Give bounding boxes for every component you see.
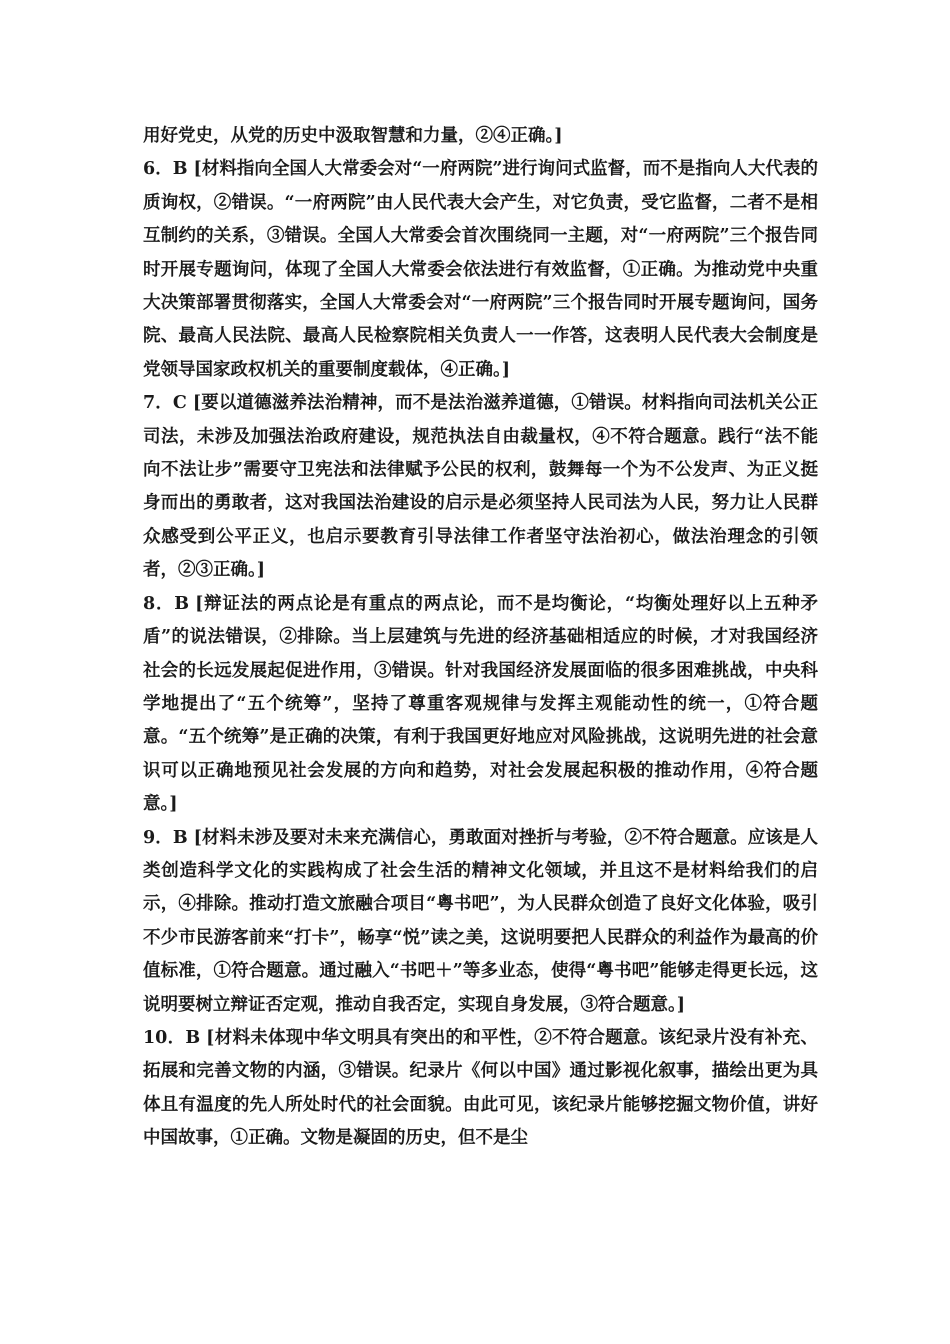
answer-number: 6．B (143, 159, 188, 180)
answer-number: 10．B (143, 1027, 201, 1048)
answer-document (143, 120, 818, 1156)
answer-text: [要以道德滋养法治精神，而不是法治滋养道德，①错误。材料指向司法机关公正司法，未涉及加强法治政府建设，规范执法自由裁量权，④不符合题意。践行“法不能向不法让步”需要守卫宪法和法律赋予公民的权利，鼓舞每一个为不公发声、为正义挺身而出的勇敢者，这对我国法治建设的启示是必须坚持人民司法为人民，努力让人民群众感受到公平正义，也启示要教育引导法律工作者坚守法治初心，做法治理念的引领者，②③正确。] (143, 393, 818, 581)
answer-number: 7．C (143, 393, 187, 414)
answer-text: [辩证法的两点论是有重点的两点论，而不是均衡论，“均衡处理好以上五种矛盾”的说法错误，②排除。当上层建筑与先进的经济基础相适应的时候，才对我国经济社会的长远发展起促进作用，③错误。针对我国经济发展面临的很多困难挑战，中央科学地提出了“五个统筹”，坚持了尊重客观规律与发挥主观能动性的统一，①符合题意。“五个统筹”是正确的决策，有利于我国更好地应对风险挑战，这说明先进的社会意识可以正确地预见社会发展的方向和趋势，对社会发展起积极的推动作用，④符合题意。] (143, 593, 818, 815)
answer-7 (143, 387, 818, 587)
answer-8 (143, 588, 818, 822)
answer-text: [材料指向全国人大常委会对“一府两院”进行询问式监督，而不是指向人大代表的质询权，②错误。“一府两院”由人民代表大会产生，对它负责，受它监督，二者不是相互制约的关系，③错误。全国人大常委会首次围绕同一主题，对“一府两院”三个报告同时开展专题询问，体现了全国人大常委会依法进行有效监督，①正确。为推动党中央重大决策部署贯彻落实，全国人大常委会对“一府两院”三个报告同时开展专题询问，国务院、最高人民法院、最高人民检察院相关负责人一一作答，这表明人民代表大会制度是党领导国家政权机关的重要制度载体，④正确。] (143, 159, 818, 380)
lead-paragraph: 用好党史，从党的历史中汲取智慧和力量，②④正确。] (143, 126, 563, 146)
answer-6 (143, 153, 818, 387)
answer-9 (143, 822, 818, 1022)
answer-text: [材料未涉及要对未来充满信心，勇敢面对挫折与考验，②不符合题意。应该是人类创造科学文化的实践构成了社会生活的精神文化领域，并且这不是材料给我们的启示，④排除。推动打造文旅融合项目“粤书吧”，为人民群众创造了良好文化体验，吸引不少市民游客前来“打卡”，畅享“悦”读之美，这说明要把人民群众的利益作为最高的价值标准，①符合题意。通过融入“书吧＋”等多业态，使得“粤书吧”能够走得更长远，这说明要树立辩证否定观，推动自我否定，实现自身发展，③符合题意。] (143, 827, 818, 1015)
answer-number: 8．B (143, 593, 190, 614)
answer-number: 9．B (143, 827, 188, 848)
answer-text: [材料未体现中华文明具有突出的和平性，②不符合题意。该纪录片没有补充、拓展和完善文物的内涵，③错误。纪录片《何以中国》通过影视化叙事，描绘出更为具体且有温度的先人所处时代的社会面貌。由此可见，该纪录片能够挖掘文物价值，讲好中国故事，①正确。文物是凝固的历史，但不是尘 (143, 1027, 818, 1149)
answer-10 (143, 1022, 818, 1156)
